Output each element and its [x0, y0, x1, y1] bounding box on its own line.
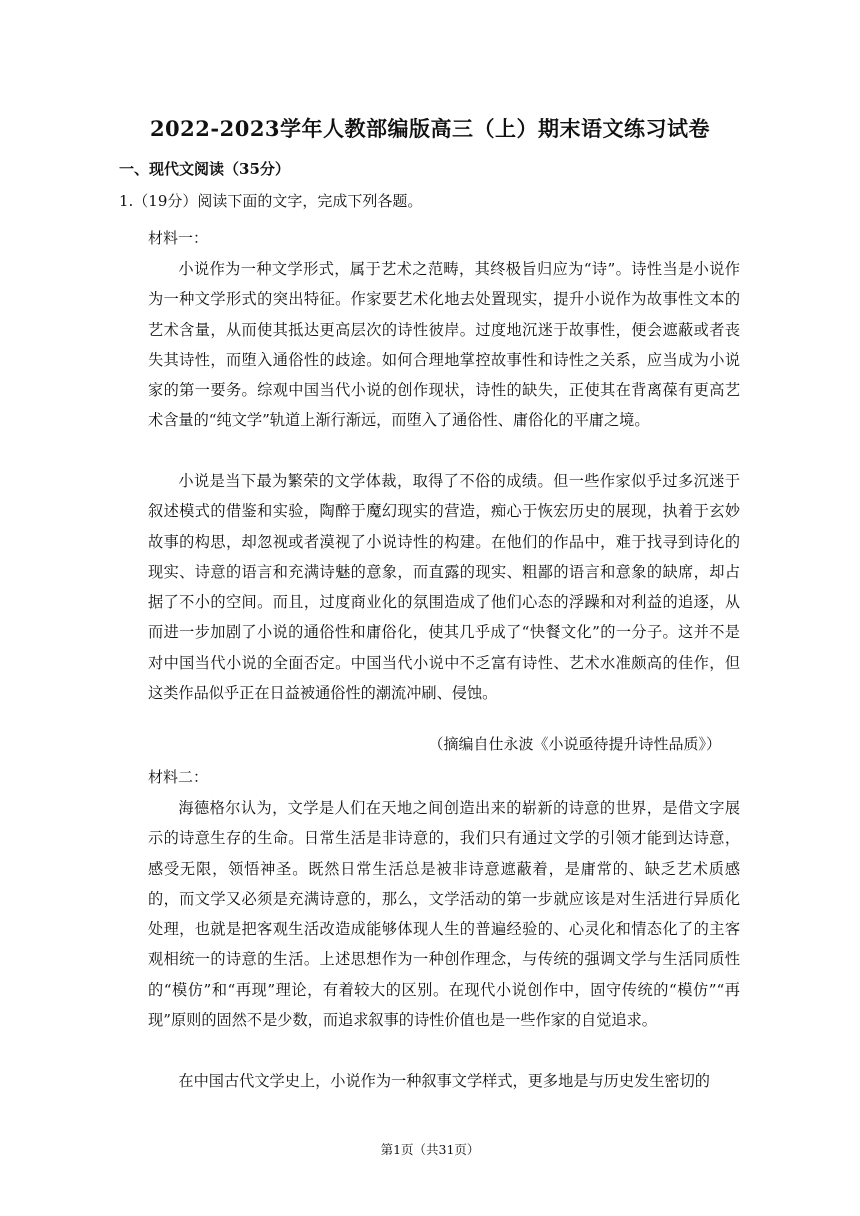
material1-label: 材料一：: [148, 229, 209, 247]
material2-paragraph-1: 海德格尔认为，文学是人们在天地之间创造出来的崭新的诗意的世界，是借文字展示的诗意生存的生命。日常生活是非诗意的，我们只有通过文学的引领才能到达诗意，感受无限，领悟神圣。既然日常生活总是被非诗意遮蔽着，是庸常的、缺乏艺术质感的，而文学又必须是充满诗意的，那么，文学活动的第一步就应该是对生活进行异质化处理，也就是把客观生活改造成能够体现人生的普遍经验的、心灵化和情态化了的主客观相统一的诗意的生活。上述思想作为一种创作理念，与传统的强调文学与生活同质性的“模仿”和“再现”理论，有着较大的区别。在现代小说创作中，固守传统的“模仿”“再现”原则的固然不是少数，而追求叙事的诗性价值也是一些作家的自觉追求。: [148, 799, 740, 1030]
section-heading: 一、现代文阅读（35分）: [119, 160, 290, 178]
material1-paragraph-1: 小说作为一种文学形式，属于艺术之范畴，其终极旨归应为“诗”。诗性当是小说作为一种文学形式的突出特征。作家要艺术化地去处置现实，提升小说作为故事性文本的艺术含量，从而使其抵达更高层次的诗性彼岸。过度地沉迷于故事性，便会遮蔽或者丧失其诗性，而堕入通俗性的歧途。如何合理地掌控故事性和诗性之关系，应当成为小说家的第一要务。综观中国当代小说的创作现状，诗性的缺失，正使其在背离葆有更高艺术含量的“纯文学”轨道上渐行渐远，而堕入了通俗性、庸俗化的平庸之境。: [148, 260, 740, 430]
question-stem: 1.（19分）阅读下面的文字，完成下列各题。: [119, 192, 423, 210]
material1-paragraph-2: 小说是当下最为繁荣的文学体裁，取得了不俗的成绩。但一些作家似乎过多沉迷于叙述模式的借鉴和实验，陶醉于魔幻现实的营造，痴心于恢宏历史的展现，执着于玄妙故事的构思，却忽视或者漠视了小说诗性的构建。在他们的作品中，难于找寻到诗化的现实、诗意的语言和充满诗魅的意象，而直露的现实、粗鄙的语言和意象的缺席，却占据了不小的空间。而且，过度商业化的氛围造成了他们心态的浮躁和对利益的追逐，从而进一步加剧了小说的通俗性和庸俗化，使其几乎成了“快餐文化”的一分子。这并不是对中国当代小说的全面否定。中国当代小说中不乏富有诗性、艺术水准颇高的佳作，但这类作品似乎正在日益被通俗性的潮流冲刷、侵蚀。: [148, 472, 740, 703]
page-title: 2022-2023学年人教部编版高三（上）期末语文练习试卷: [149, 116, 711, 141]
material2-label: 材料二：: [148, 768, 209, 786]
material1-citation: （摘编自仕永波《小说亟待提升诗性品质》）: [428, 735, 721, 753]
page-footer: 第1页（共31页）: [380, 1142, 480, 1157]
material2-paragraph-2: 在中国古代文学史上，小说作为一种叙事文学样式，更多地是与历史发生密切的: [178, 1072, 710, 1090]
